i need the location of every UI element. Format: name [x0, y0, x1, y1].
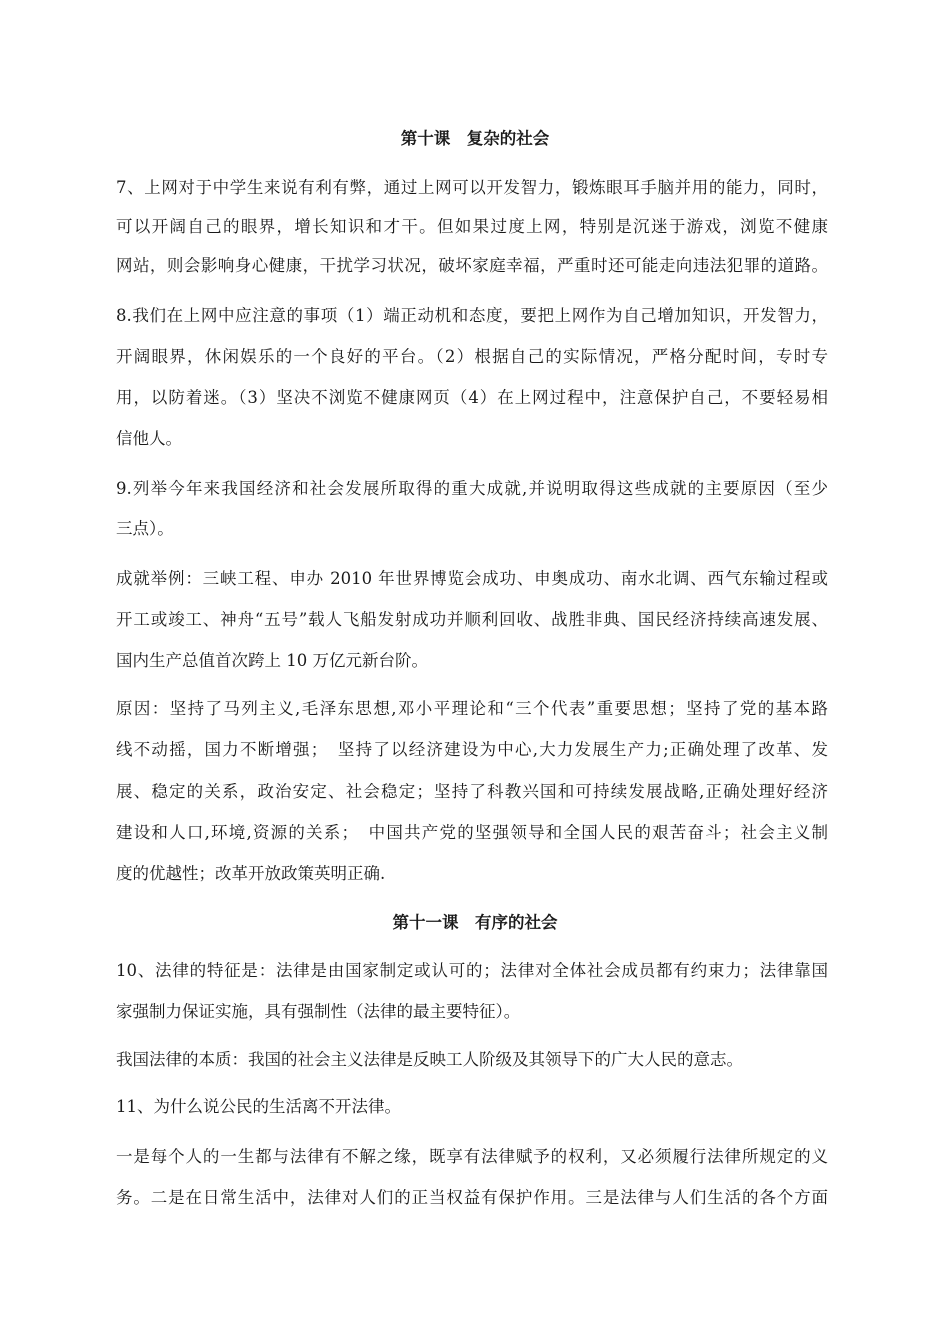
reasons-line: 展、稳定的关系，政治安定、社会稳定；坚持了科教兴国和可持续发展战略,正确处理好经济: [116, 782, 828, 801]
essence-line: 我国法律的本质：我国的社会主义法律是反映工人阶级及其领导下的广大人民的意志。: [116, 1050, 743, 1069]
reasons-line: 建设和人口,环境,资源的关系； 中国共产党的坚强领导和全国人民的艰苦奋斗；社会主义制: [116, 823, 828, 842]
q7-line: 网站，则会影响身心健康，干扰学习状况，破坏家庭幸福，严重时还可能走向违法犯罪的道路。: [116, 256, 828, 275]
q8-line: 开阔眼界，休闲娱乐的一个良好的平台。（2）根据自己的实际情况，严格分配时间，专时专: [116, 347, 828, 366]
q8-line: 8.我们在上网中应注意的事项（1）端正动机和态度，要把上网作为自己增加知识，开发智力，: [116, 306, 828, 325]
answer11-line: 一是每个人的一生都与法律有不解之缘，既享有法律赋予的权利，又必须履行法律所规定的义: [116, 1147, 828, 1166]
reasons-line: 线不动摇，国力不断增强； 坚持了以经济建设为中心,大力发展生产力;正确处理了改革、发: [116, 740, 828, 759]
q7-line: 7、上网对于中学生来说有利有弊，通过上网可以开发智力，锻炼眼耳手脑并用的能力，同时，: [116, 178, 828, 197]
q10-line: 10、法律的特征是：法律是由国家制定或认可的；法律对全体社会成员都有约束力；法律靠国: [116, 961, 828, 980]
q8-line: 用，以防着迷。（3）坚决不浏览不健康网页（4）在上网过程中，注意保护自己，不要轻易相: [116, 388, 828, 407]
answer11-line: 务。二是在日常生活中，法律对人们的正当权益有保护作用。三是法律与人们生活的各个方面: [116, 1188, 828, 1207]
achievements-line: 国内生产总值首次跨上 10 万亿元新台阶。: [116, 651, 428, 670]
q11-line: 11、为什么说公民的生活离不开法律。: [116, 1097, 401, 1116]
lesson11-heading: 第十一课 有序的社会: [392, 913, 558, 932]
reasons-line: 原因：坚持了马列主义,毛泽东思想,邓小平理论和“三个代表”重要思想；坚持了党的基本路: [116, 699, 828, 718]
q9-line: 三点）。: [116, 519, 174, 538]
q9-line: 9.列举今年来我国经济和社会发展所取得的重大成就,并说明取得这些成就的主要原因（至少: [116, 479, 828, 498]
achievements-line: 开工或竣工、神舟“五号”载人飞船发射成功并顺利回收、战胜非典、国民经济持续高速发展、: [116, 610, 828, 629]
q8-line: 信他人。: [116, 429, 182, 448]
q10-line: 家强制力保证实施，具有强制性（法律的最主要特征）。: [116, 1002, 521, 1021]
achievements-line: 成就举例：三峡工程、申办 2010 年世界博览会成功、申奥成功、南水北调、西气东输过程或: [116, 569, 828, 588]
reasons-line: 度的优越性；改革开放政策英明正确.: [116, 864, 386, 883]
q7-line: 可以开阔自己的眼界，增长知识和才干。但如果过度上网，特别是沉迷于游戏，浏览不健康: [116, 217, 828, 236]
lesson10-heading: 第十课 复杂的社会: [400, 129, 550, 148]
